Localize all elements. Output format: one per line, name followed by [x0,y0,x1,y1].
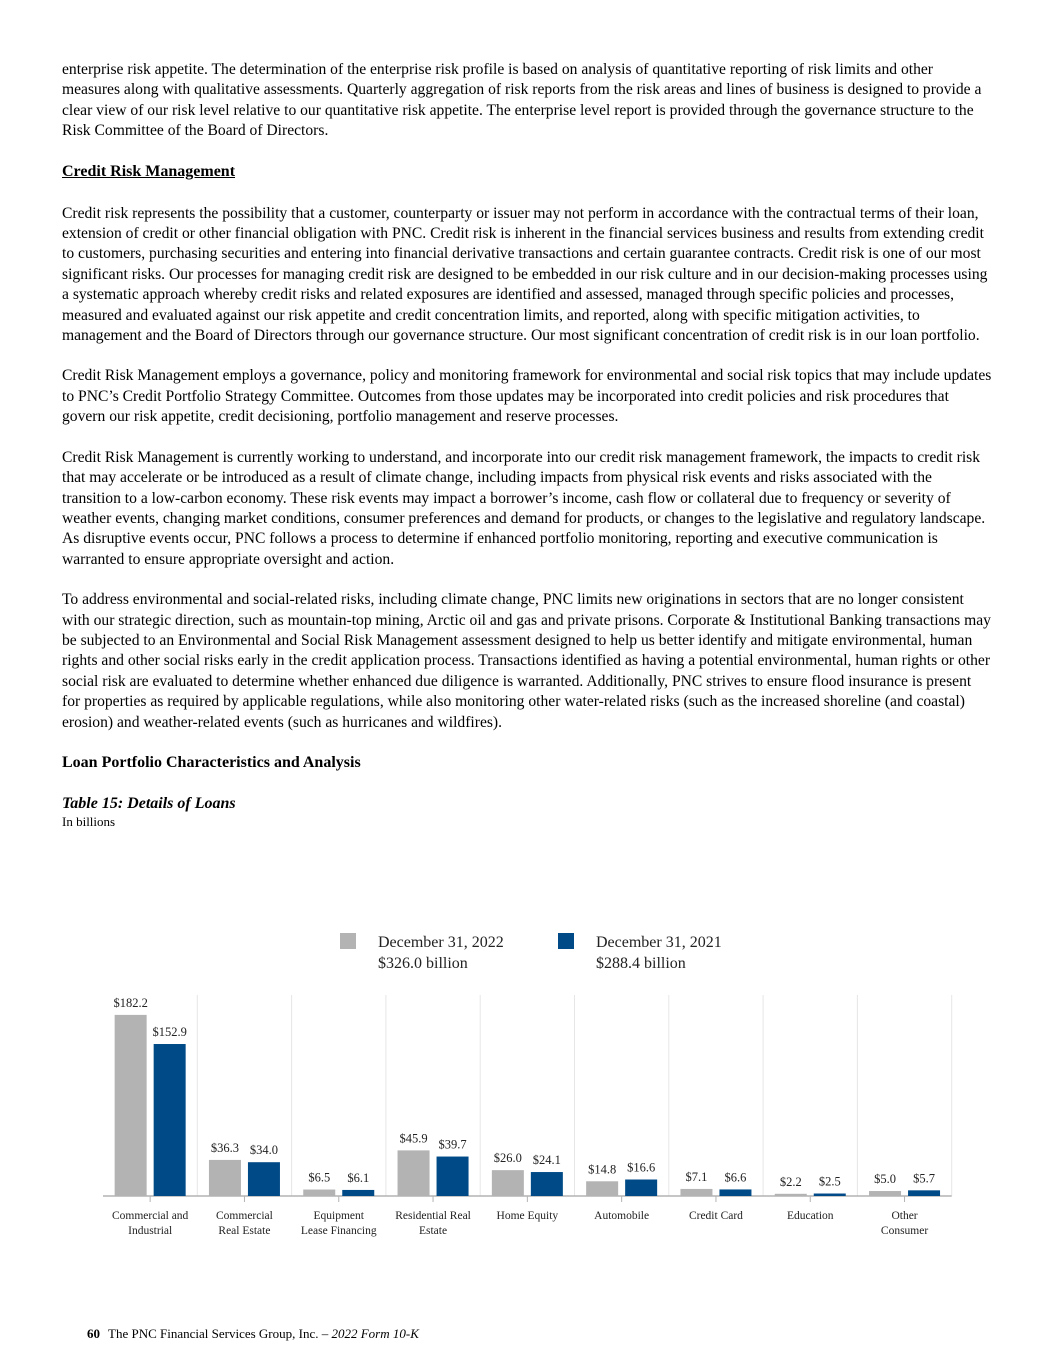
x-tick-label: Home Equity [496,1210,559,1222]
x-tick-label: Education [786,1210,834,1222]
x-tick-label: Automobile [594,1210,650,1222]
legend-total-2022: $326.0 billion [378,955,468,972]
footer-company: The PNC Financial Services Group, Inc. – [108,1326,332,1341]
page-content [62,60,992,830]
data-label-2021: $39.7 [438,1137,467,1152]
bar-2022 [398,1150,430,1196]
bar-2021 [814,1194,846,1196]
loan-portfolio-heading: Loan Portfolio Characteristics and Analysis [62,753,361,771]
data-label-2022: $6.5 [308,1170,331,1185]
data-label-2022: $2.2 [779,1174,802,1189]
x-tick-label: Credit Card [688,1210,743,1222]
bar-2022 [869,1191,901,1196]
x-tick-label: Estate [418,1225,448,1237]
credit-risk-paragraph-2: Credit Risk Management employs a governance, policy and monitoring framework for environmental and social risk topics that may include updates to PNC’s Credit Portfolio Strategy Committee. Outcomes from those updates may be incorporated into credit policies and risk procedures that govern our risk appetite, credit decisioning, portfolio management and reserve processes. [62,367,992,426]
loans-bar-chart [0,920,1055,1250]
bar-2021 [437,1157,469,1196]
page-number: 60 [87,1326,100,1341]
bar-2021 [154,1044,186,1196]
data-label-2022: $14.8 [588,1162,617,1177]
data-label-2021: $5.7 [913,1171,935,1186]
x-tick-label: Lease Financing [300,1225,377,1237]
data-label-2022: $7.1 [685,1169,708,1184]
bar-2022 [209,1160,241,1196]
credit-risk-paragraph-3: Credit Risk Management is currently working to understand, and incorporate into our credit risk management framework, the impacts to credit risk that may accelerate or be introduced as a result of climate change, including impacts from physical risk events and risks associated with the transition to a low-carbon economy. These risk events may impact a borrower’s income, cash flow or collateral due to frequency or severity of weather events, changing market conditions, consumer preferences and demand for products, or changes to the legislative and regulatory landscape. As disruptive events occur, PNC follows a process to determine if enhanced portfolio monitoring, reporting and executive communication is warranted to ensure appropriate oversight and action. [62,448,986,568]
data-label-2021: $34.0 [249,1143,279,1158]
data-label-2022: $26.0 [493,1151,522,1166]
data-label-2021: $6.6 [724,1170,747,1185]
data-label-2021: $16.6 [627,1160,656,1175]
footer-form: 2022 Form 10-K [331,1326,419,1341]
table-unit: In billions [62,813,116,829]
x-tick-label: Industrial [128,1225,173,1237]
bar-2022 [680,1189,712,1196]
data-label-2021: $6.1 [347,1170,370,1185]
bar-2022 [492,1170,524,1196]
x-tick-label: Equipment [313,1210,364,1222]
data-label-2021: $152.9 [152,1025,187,1040]
legend-swatch-2021 [558,933,574,949]
x-tick-label: Other [891,1210,918,1222]
bar-2021 [908,1190,940,1196]
legend-total-2021: $288.4 billion [596,955,686,972]
bar-2022 [115,1015,147,1196]
legend-label-2021: December 31, 2021 [596,934,722,951]
page-footer [87,1326,419,1342]
data-label-2021: $24.1 [532,1153,561,1168]
data-label-2022: $36.3 [210,1140,240,1155]
x-tick-label: Consumer [880,1225,929,1237]
data-label-2022: $182.2 [113,995,148,1010]
x-tick-label: Residential Real [395,1210,471,1222]
legend-label-2022: December 31, 2022 [378,934,504,951]
table-title: Table 15: Details of Loans [62,794,236,812]
bar-2022 [775,1194,807,1196]
bar-2022 [303,1190,335,1196]
x-tick-label: Commercial and [111,1210,189,1222]
bar-2021 [531,1172,563,1196]
credit-risk-heading: Credit Risk Management [62,162,236,180]
data-label-2021: $2.5 [818,1174,841,1189]
credit-risk-paragraph-1: Credit risk represents the possibility that a customer, counterparty or issuer may not perform in accordance with the contractual terms of their loan, extension of credit or other financial obligation with PNC. Credit risk is inherent in the financial services business and results from extending credit to customers, purchasing securities and entering into financial derivative transactions and certain guarantee contracts. Credit risk is one of our most significant risks. Our processes for managing credit risk are designed to be embedded in our risk culture and in our decision-making processes using a systematic approach whereby credit risks and related exposures are identified and assessed, managed through specific policies and processes, measured and evaluated against our risk appetite and credit concentration limits, and reported, along with specific mitigation activities, to management and the Board of Directors through our governance structure. Our most significant concentration of credit risk is in our loan portfolio. [62,204,988,345]
x-tick-label: Real Estate [218,1225,271,1237]
bar-2022 [586,1181,618,1196]
data-label-2022: $45.9 [399,1131,428,1146]
bar-2021 [248,1162,280,1196]
data-label-2022: $5.0 [874,1172,896,1187]
bar-2021 [625,1179,657,1196]
legend-swatch-2022 [340,933,356,949]
intro-paragraph: enterprise risk appetite. The determination of the enterprise risk profile is based on analysis of quantitative reporting of risk limits and other measures along with qualitative assessments. Quarterly aggregation of risk reports from the risk areas and lines of business is designed to provide a clear view of our risk level relative to our quantitative risk appetite. The enterprise level report is provided through the governance structure to the Risk Committee of the Board of Directors. [62,61,982,140]
bar-2021 [719,1189,751,1196]
x-tick-label: Commercial [216,1210,273,1222]
bar-2021 [342,1190,374,1196]
credit-risk-paragraph-4: To address environmental and social-related risks, including climate change, PNC limits new originations in sectors that are no longer consistent with our strategic direction, such as mountain-top mining, Arctic oil and gas and private prisons. Corporate & Institutional Banking transactions may be subjected to an Environmental and Social Risk Management assessment designed to help us better identify and mitigate environmental, human rights and other social risks early in the credit application process. Transactions identified as having a potential environmental, human rights or other social risk are evaluated to determine whether enhanced due diligence is warranted. Additionally, PNC strives to ensure flood insurance is present for properties as required by applicable regulations, while also monitoring other water-related risks (such as the increased shoreline (and coastal) erosion) and weather-related events (such as hurricanes and wildfires). [62,591,991,731]
